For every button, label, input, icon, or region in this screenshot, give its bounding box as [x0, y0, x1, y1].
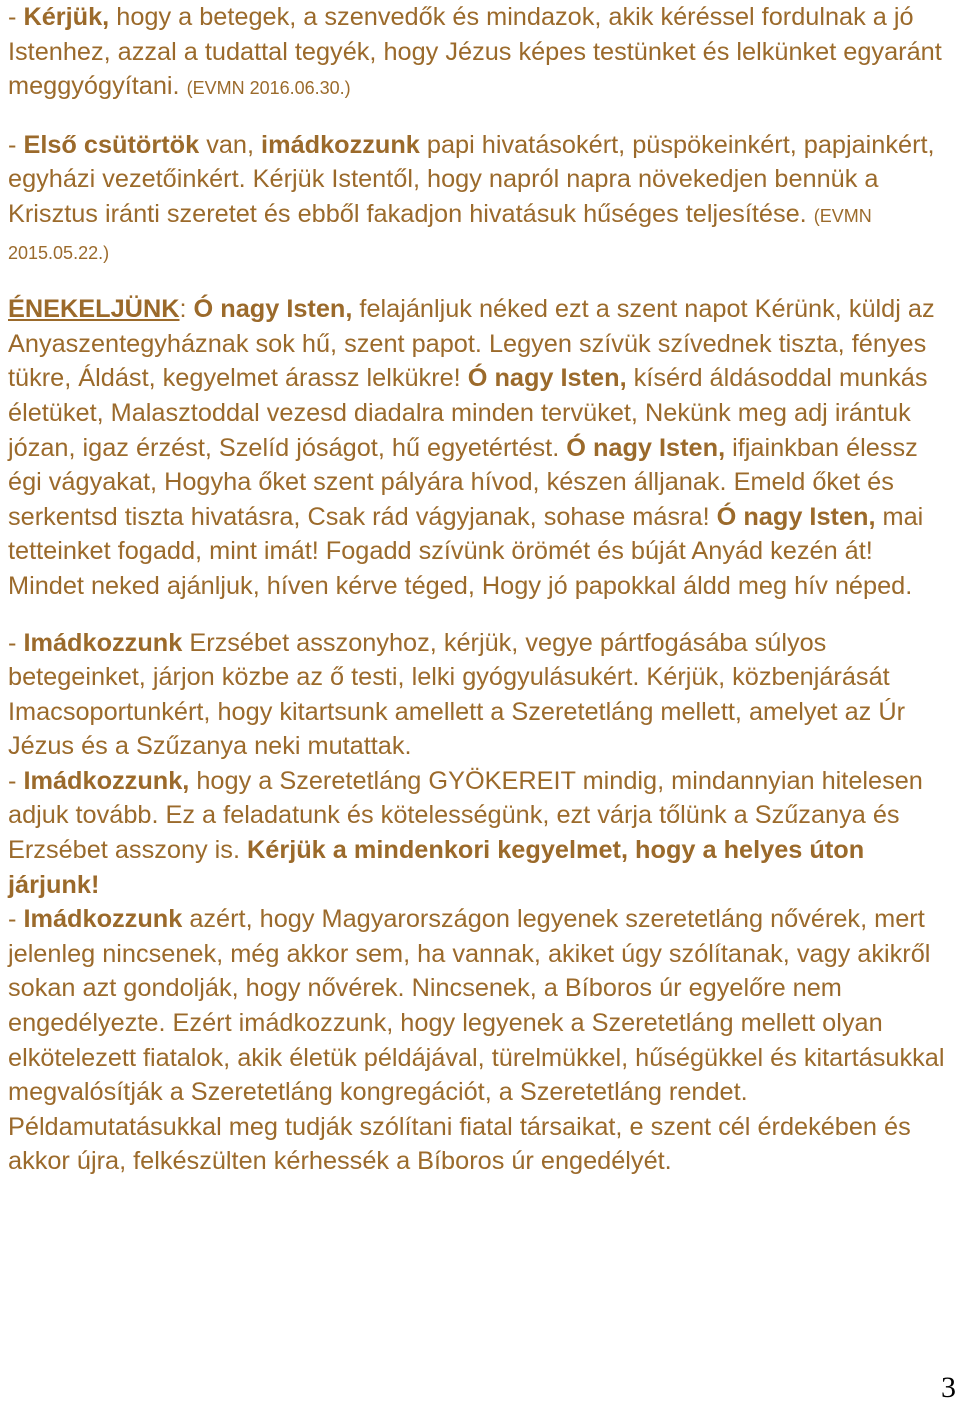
- bold-imadkozzunk: Imádkozzunk,: [23, 766, 190, 795]
- document-page: [8, 0, 954, 1179]
- dash: -: [8, 766, 24, 795]
- song-text: kísérd áldásoddal munkás életüket, Malasztoddal vezesd diadalra minden tervüket, Nekünk meg adj irántuk józan, igaz érzést, Szelíd jóságot, hű egyetértést.: [8, 364, 928, 462]
- song-heading: ÉNEKELJÜNK: [8, 295, 180, 324]
- bold-imadkozzunk: imádkozzunk: [261, 130, 420, 159]
- dash: -: [8, 628, 24, 657]
- colon: :: [179, 295, 194, 324]
- bold-kerjuk: Kérjük,: [23, 3, 110, 31]
- song-text: mai tetteinket fogadd, mint imát! Fogadd szívünk örömét és búját Anyád kezén át! Mindet neked ajánljuk, híven kérve téged, Hogy jó papokkal áldd meg hív néped.: [8, 502, 924, 600]
- paragraph-roots: [8, 764, 954, 902]
- bold-imadkozzunk: Imádkozzunk: [23, 628, 183, 657]
- paragraph-text: van,: [199, 130, 262, 159]
- paragraph-erzsebet: [8, 626, 954, 764]
- bold-imadkozzunk: Imádkozzunk: [23, 905, 183, 934]
- paragraph-song: [8, 292, 954, 603]
- bold-kerjuk-kegyelmet: Kérjük a mindenkori kegyelmet, hogy a helyes úton járjunk!: [8, 836, 865, 899]
- bold-first-thursday: Első csütörtök: [23, 130, 200, 159]
- bold-o-nagy-isten: Ó nagy Isten,: [566, 433, 726, 462]
- reference-date: (EVMN 2015.05.22.): [8, 205, 872, 263]
- spacer: [8, 106, 954, 128]
- paragraph-sisters: [8, 902, 954, 1179]
- paragraph-prayer-sick: [8, 0, 954, 106]
- bold-o-nagy-isten: Ó nagy Isten,: [716, 502, 876, 531]
- reference-date: (EVMN 2016.06.30.): [186, 78, 351, 99]
- paragraph-text: hogy a Szeretetláng GYÖKEREIT mindig, mindannyian hitelesen adjuk tovább. Ez a feladatunk és kötelességünk, ezt várja tőlünk a Szűzanya és Erzsébet asszony is.: [8, 766, 923, 865]
- paragraph-text: hogy a betegek, a szenvedők és mindazok, akik kéréssel fordulnak a jó Istenhez, azzal a tudattal tegyék, hogy Jézus képes testünket és lelkünket egyaránt meggyógyítani.: [8, 3, 942, 101]
- paragraph-first-thursday: [8, 128, 954, 270]
- dash: -: [8, 130, 24, 159]
- dash: -: [8, 3, 24, 31]
- bold-o-nagy-isten: Ó nagy Isten,: [193, 295, 353, 324]
- song-text: felajánljuk néked ezt a szent napot Kérünk, küldj az Anyaszentegyháznak sok hű, szent papot. Legyen szívük szívednek tiszta, fényes tükre, Áldást, kegyelmet árassz lelkükre!: [8, 295, 935, 393]
- paragraph-text: papi hivatásokért, püspökeinkért, papjainkért, egyházi vezetőinkért. Kérjük Istentől, hogy napról napra növekedjen bennük a Krisztus iránti szeretet és ebből fakadjon hivatásuk hűséges teljesítése.: [8, 130, 935, 228]
- page-number: 3: [941, 1371, 956, 1404]
- song-text: ifjainkban élessz égi vágyakat, Hogyha őket szent pályára hívod, készen álljanak. Emeld őket és serkentsd tiszta hivatásra, Csak rád vágyjanak, sohase másra!: [8, 433, 918, 531]
- spacer: [8, 604, 954, 626]
- dash: -: [8, 905, 24, 934]
- bold-o-nagy-isten: Ó nagy Isten,: [467, 364, 627, 393]
- paragraph-text: Erzsébet asszonyhoz, kérjük, vegye pártfogásába súlyos betegeinket, járjon közbe az ő testi, lelki gyógyulásukért. Kérjük, közbenjárását Imacsoportunkért, hogy kitartsunk amellett a Szeretetláng mellett, amelyet az Úr Jézus és a Szűzanya neki mutattak.: [8, 628, 906, 761]
- paragraph-text: azért, hogy Magyarországon legyenek szeretetláng nővérek, mert jelenleg nincsenek, még akkor sem, ha vannak, akiket úgy szólítanak, vagy akikről sokan azt gondolják, hogy nővérek. Nincsenek, a Bíboros úr egyelőre nem engedélyezte. Ezért imádkozzunk, hogy legyenek a Szeretetláng mellett olyan elkötelezett fiatalok, akik életük példájával, türelmükkel, hűségükkel és kitartásukkal megvalósítják a Szeretetláng kongregációt, a Szeretetláng rendet. Példamutatásukkal meg tudják szólítani fiatal társaikat, e szent cél érdekében és akkor újra, felkészülten kérhessék a Bíboros úr engedélyét.: [8, 905, 945, 1176]
- spacer: [8, 270, 954, 292]
